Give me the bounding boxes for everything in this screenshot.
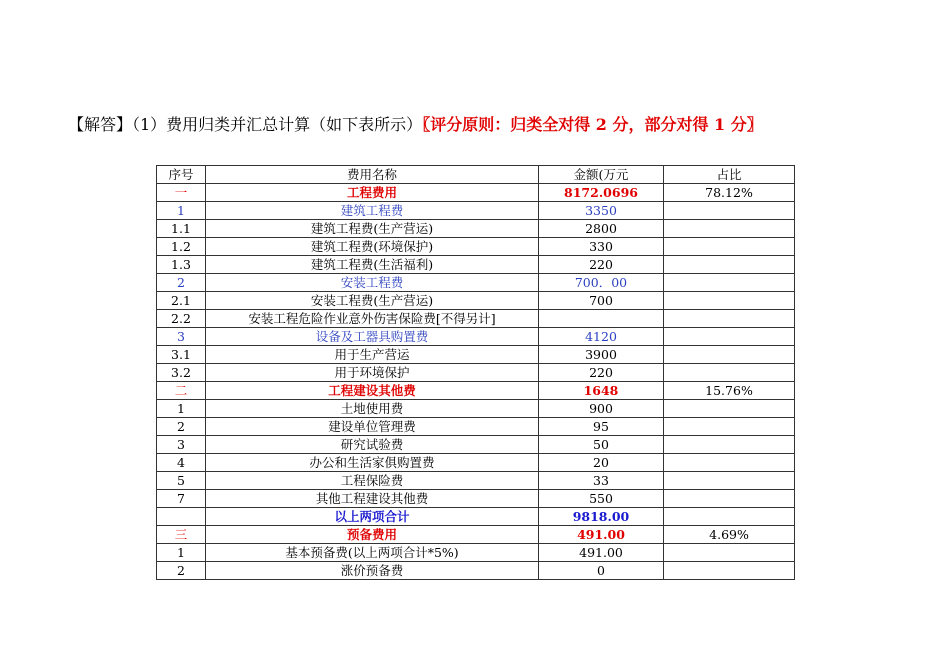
row-amount: 900 — [539, 400, 664, 418]
row-amount: 33 — [539, 472, 664, 490]
row-amount: 0 — [539, 562, 664, 580]
header-amount: 金额(万元 — [539, 166, 664, 184]
row-ratio — [664, 238, 795, 256]
row-index: 2 — [157, 418, 206, 436]
row-name: 基本预备费(以上两项合计*5%) — [206, 544, 539, 562]
row-amount: 491.00 — [539, 544, 664, 562]
row-ratio — [664, 544, 795, 562]
row-index: 2 — [157, 274, 206, 292]
row-index: 二 — [157, 382, 206, 400]
table-row — [157, 418, 795, 436]
row-amount: 9818.00 — [539, 508, 664, 526]
table-row — [157, 346, 795, 364]
row-name: 预备费用 — [206, 526, 539, 544]
row-name: 以上两项合计 — [206, 508, 539, 526]
row-ratio — [664, 274, 795, 292]
row-name: 用于环境保护 — [206, 364, 539, 382]
answer-heading — [68, 114, 928, 136]
row-ratio — [664, 454, 795, 472]
row-name: 建筑工程费(生活福利) — [206, 256, 539, 274]
row-index: 1.2 — [157, 238, 206, 256]
row-amount: 220 — [539, 364, 664, 382]
row-name: 工程保险费 — [206, 472, 539, 490]
table-row — [157, 310, 795, 328]
table-row — [157, 238, 795, 256]
row-ratio — [664, 472, 795, 490]
row-ratio — [664, 220, 795, 238]
row-ratio: 15.76% — [664, 382, 795, 400]
table-row — [157, 184, 795, 202]
row-ratio — [664, 400, 795, 418]
row-ratio — [664, 328, 795, 346]
row-amount: 491.00 — [539, 526, 664, 544]
row-ratio: 4.69% — [664, 526, 795, 544]
table-row — [157, 544, 795, 562]
row-amount — [539, 310, 664, 328]
row-ratio — [664, 508, 795, 526]
row-index: 2.1 — [157, 292, 206, 310]
header-name: 费用名称 — [206, 166, 539, 184]
row-name: 安装工程费(生产营运) — [206, 292, 539, 310]
row-index: 3.2 — [157, 364, 206, 382]
row-ratio — [664, 364, 795, 382]
header-index: 序号 — [157, 166, 206, 184]
table-row — [157, 436, 795, 454]
heading-text: 【解答】（1）费用归类并汇总计算（如下表所示） — [68, 115, 423, 134]
row-index: 1.3 — [157, 256, 206, 274]
row-ratio: 78.12% — [664, 184, 795, 202]
scoring-principle: 〖评分原则：归类全对得 2 分，部分对得 1 分〗 — [422, 115, 763, 134]
table-row — [157, 274, 795, 292]
row-amount: 3900 — [539, 346, 664, 364]
table-row — [157, 328, 795, 346]
row-amount: 700 — [539, 292, 664, 310]
header-ratio: 占比 — [664, 166, 795, 184]
row-name: 工程费用 — [206, 184, 539, 202]
row-amount: 50 — [539, 436, 664, 454]
row-index: 7 — [157, 490, 206, 508]
table-row — [157, 526, 795, 544]
row-amount: 20 — [539, 454, 664, 472]
row-ratio — [664, 418, 795, 436]
row-index: 3 — [157, 328, 206, 346]
row-amount: 8172.0696 — [539, 184, 664, 202]
table-row — [157, 256, 795, 274]
row-ratio — [664, 202, 795, 220]
table-row — [157, 382, 795, 400]
row-ratio — [664, 310, 795, 328]
table-row — [157, 454, 795, 472]
row-amount: 700．00 — [539, 274, 664, 292]
cost-summary-table — [156, 165, 795, 580]
row-amount: 4120 — [539, 328, 664, 346]
table-row — [157, 490, 795, 508]
table-row — [157, 508, 795, 526]
row-name: 土地使用费 — [206, 400, 539, 418]
row-ratio — [664, 436, 795, 454]
row-ratio — [664, 562, 795, 580]
table-row — [157, 472, 795, 490]
row-index: 5 — [157, 472, 206, 490]
row-ratio — [664, 346, 795, 364]
row-index: 4 — [157, 454, 206, 472]
row-name: 建筑工程费 — [206, 202, 539, 220]
row-index: 2.2 — [157, 310, 206, 328]
row-amount: 2800 — [539, 220, 664, 238]
table-row — [157, 202, 795, 220]
row-amount: 330 — [539, 238, 664, 256]
table-row — [157, 292, 795, 310]
row-name: 建设单位管理费 — [206, 418, 539, 436]
row-amount: 95 — [539, 418, 664, 436]
table-row — [157, 400, 795, 418]
row-index: 三 — [157, 526, 206, 544]
row-name: 设备及工器具购置费 — [206, 328, 539, 346]
row-index: 1 — [157, 400, 206, 418]
row-name: 涨价预备费 — [206, 562, 539, 580]
row-index: 一 — [157, 184, 206, 202]
row-index — [157, 508, 206, 526]
row-name: 用于生产营运 — [206, 346, 539, 364]
table-row — [157, 364, 795, 382]
row-ratio — [664, 490, 795, 508]
row-ratio — [664, 292, 795, 310]
row-amount: 550 — [539, 490, 664, 508]
row-ratio — [664, 256, 795, 274]
row-index: 1 — [157, 202, 206, 220]
row-index: 1.1 — [157, 220, 206, 238]
row-amount: 220 — [539, 256, 664, 274]
row-amount: 3350 — [539, 202, 664, 220]
row-index: 3 — [157, 436, 206, 454]
row-index: 3.1 — [157, 346, 206, 364]
table-row — [157, 220, 795, 238]
row-index: 2 — [157, 562, 206, 580]
row-name: 安装工程危险作业意外伤害保险费[不得另计] — [206, 310, 539, 328]
row-name: 其他工程建设其他费 — [206, 490, 539, 508]
row-name: 办公和生活家俱购置费 — [206, 454, 539, 472]
row-index: 1 — [157, 544, 206, 562]
row-name: 研究试验费 — [206, 436, 539, 454]
table-row — [157, 562, 795, 580]
row-name: 建筑工程费(环境保护) — [206, 238, 539, 256]
table-header-row — [157, 166, 795, 184]
row-name: 工程建设其他费 — [206, 382, 539, 400]
row-name: 建筑工程费(生产营运) — [206, 220, 539, 238]
row-name: 安装工程费 — [206, 274, 539, 292]
row-amount: 1648 — [539, 382, 664, 400]
